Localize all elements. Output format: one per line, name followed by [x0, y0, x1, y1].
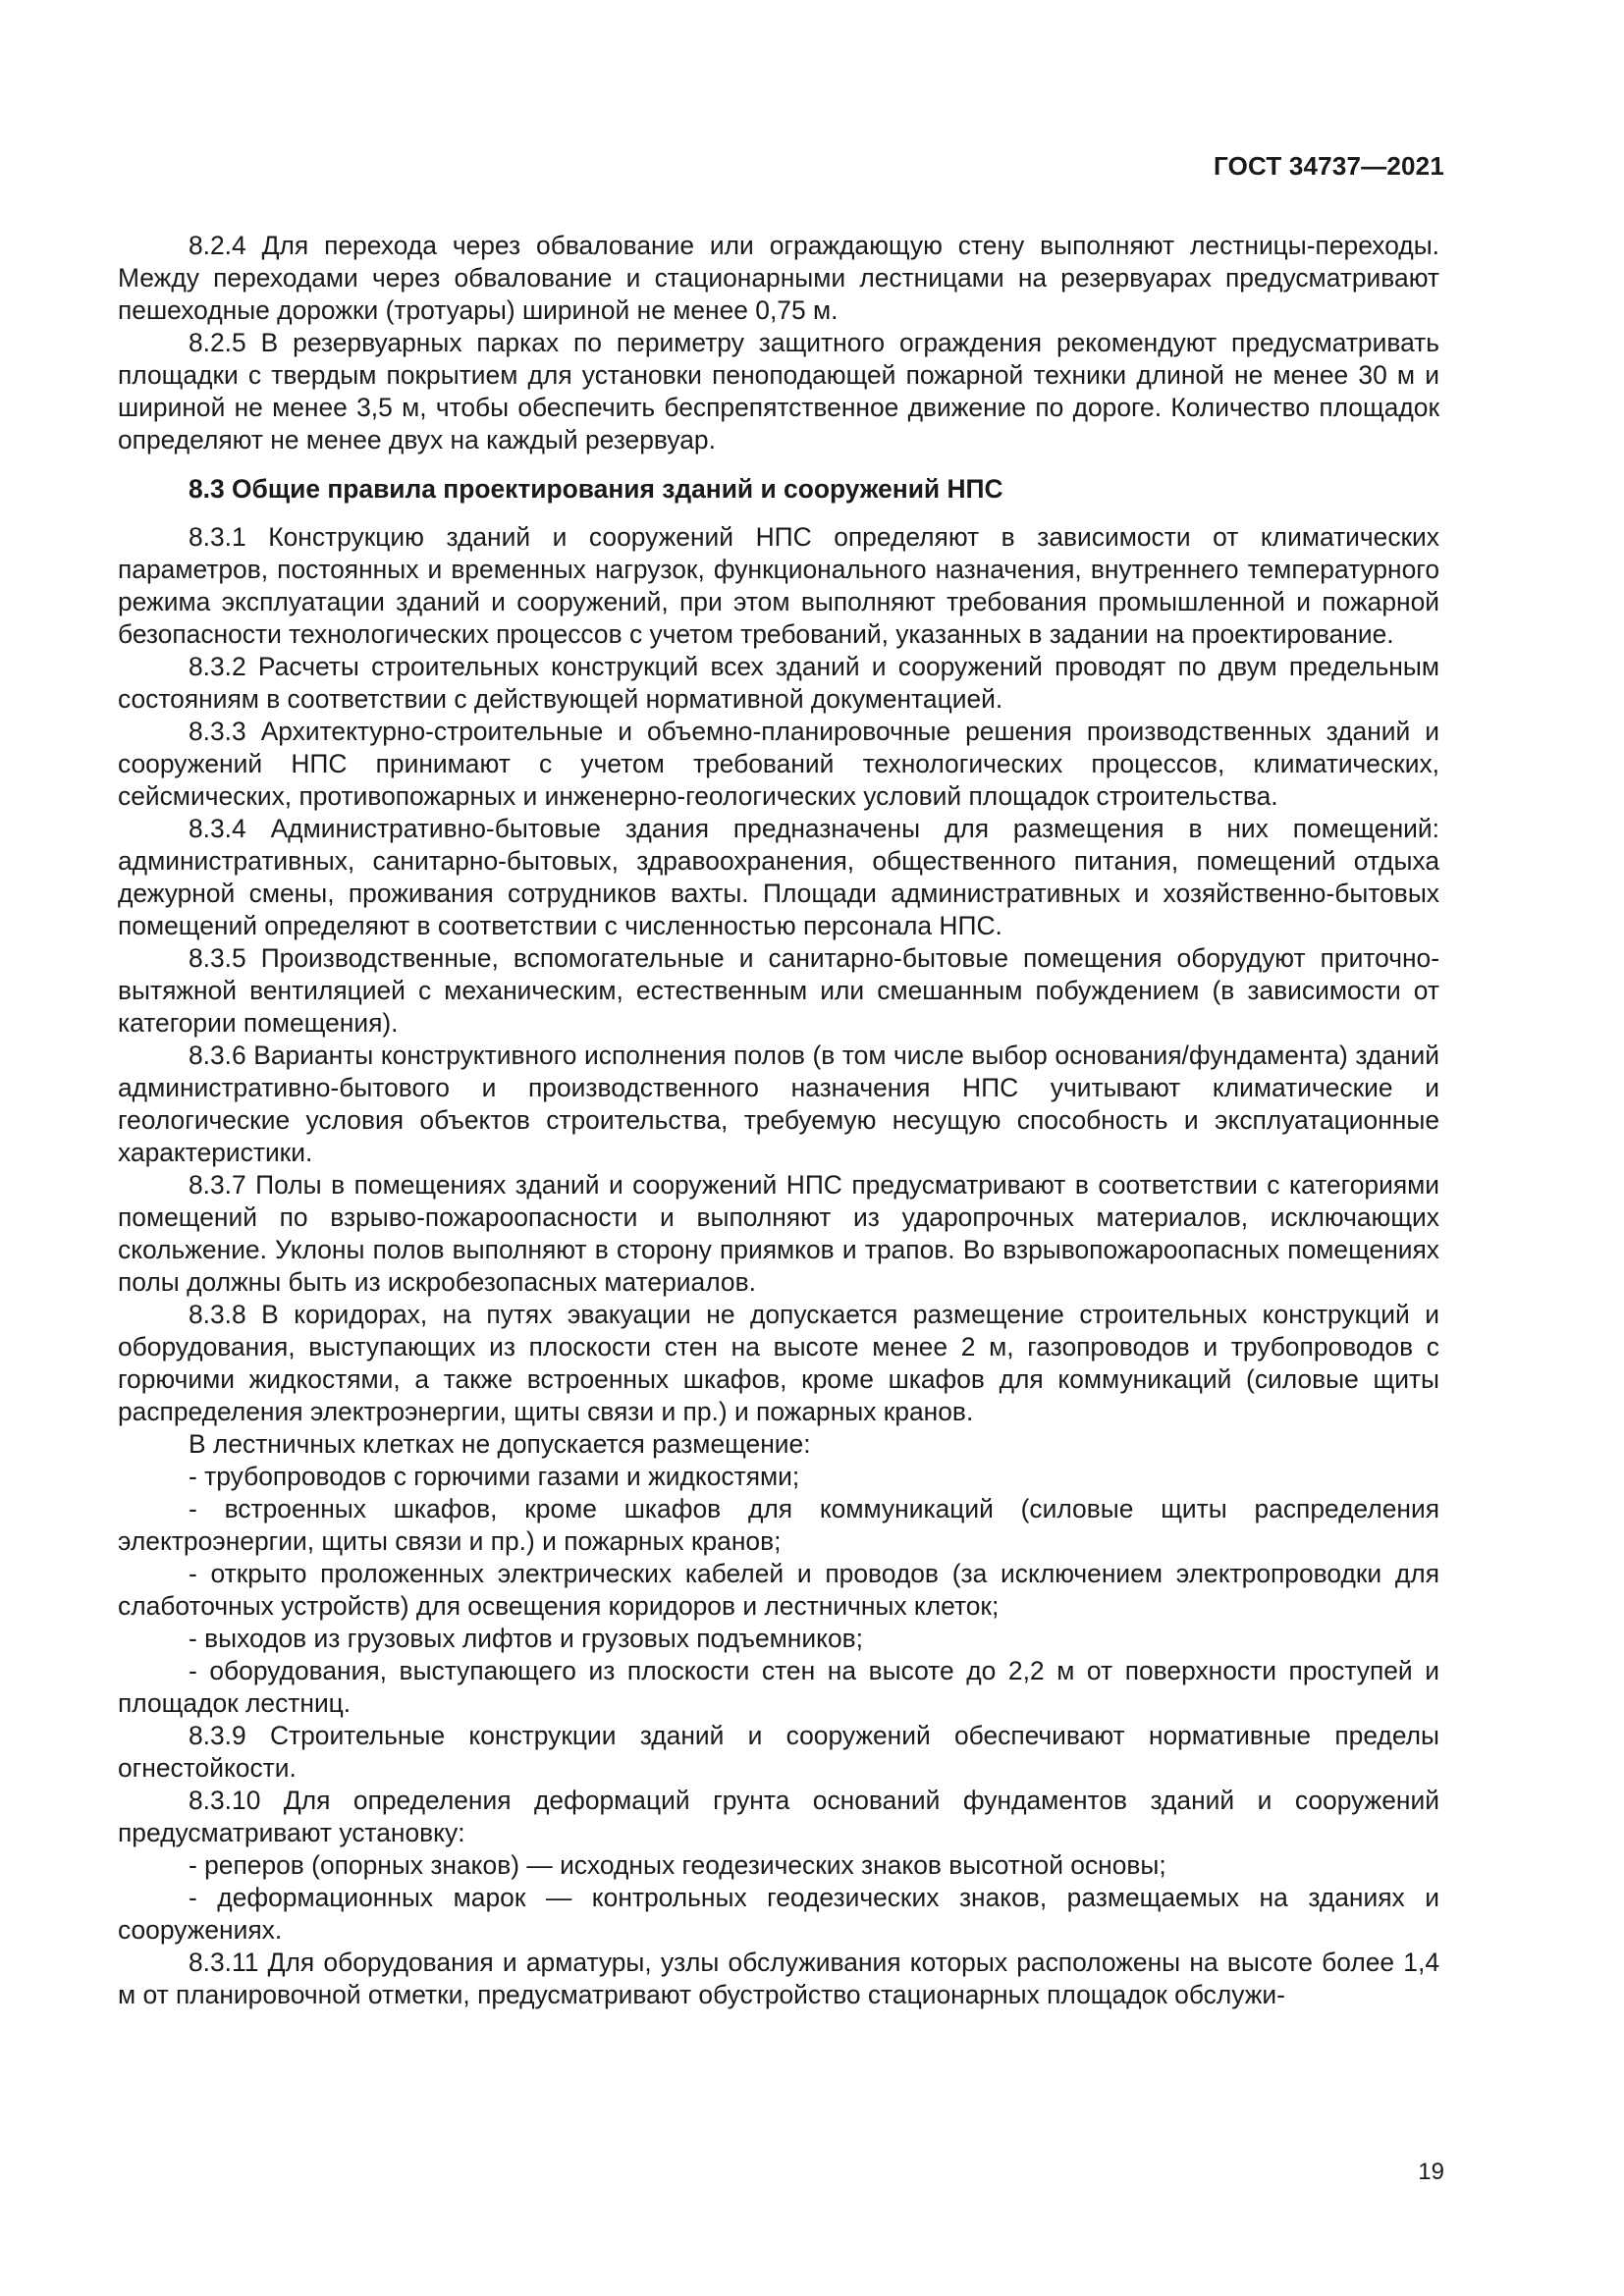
paragraph-8-3-8: 8.3.8 В коридорах, на путях эвакуации не допускается размещение строительных конструкций и оборудования, выступающих из плоскости стен на высоте менее 2 м, газопроводов и трубопроводов с горючими жидкостями, а также встроенных шкафов, кроме шкафов для коммуникаций (силовые щиты распределения электроэнергии, щиты связи и пр.) и пожарных кранов.	[118, 1300, 1439, 1426]
paragraph-8-3-2: 8.3.2 Расчеты строительных конструкций всех зданий и сооружений проводят по двум предельным состояниям в соответствии с действующей нормативной документацией.	[118, 652, 1439, 714]
list-item: - открыто проложенных электрических кабелей и проводов (за исключением электропроводки для слаботочных устройств) для освещения коридоров и лестничных клеток;	[118, 1559, 1439, 1621]
list-item: - деформационных марок — контрольных геодезических знаков, размещаемых на зданиях и сооружениях.	[118, 1883, 1439, 1945]
list-item: - встроенных шкафов, кроме шкафов для коммуникаций (силовые щиты распределения электроэнергии, щиты связи и пр.) и пожарных кранов;	[118, 1494, 1439, 1556]
list-item: - трубопроводов с горючими газами и жидкостями;	[189, 1462, 800, 1491]
document-code-header: ГОСТ 34737—2021	[1214, 151, 1444, 181]
section-heading-8-3: 8.3 Общие правила проектирования зданий и сооружений НПС	[189, 474, 1003, 504]
stairwell-intro: В лестничных клетках не допускается размещение:	[189, 1429, 811, 1459]
paragraph-8-3-9: 8.3.9 Строительные конструкции зданий и сооружений обеспечивают нормативные пределы огнестойкости.	[118, 1721, 1439, 1783]
paragraph-8-3-3: 8.3.3 Архитектурно-строительные и объемно-планировочные решения производственных зданий и сооружений НПС принимают с учетом требований технологических процессов, климатических, сейсмических, противопожарных и инженерно-геологических условий площадок строительства.	[118, 717, 1439, 811]
paragraph-8-3-7: 8.3.7 Полы в помещениях зданий и сооружений НПС предусматривают в соответствии с категориями помещений по взрыво-пожароопасности и выполняют из ударопрочных материалов, исключающих скольжение. Уклоны полов выполняют в сторону приямков и трапов. Во взрывопожароопасных помещениях полы должны быть из искробезопасных материалов.	[118, 1170, 1439, 1297]
paragraph-8-2-5: 8.2.5 В резервуарных парках по периметру защитного ограждения рекомендуют предусматривать площадки с твердым покрытием для установки пеноподающей пожарной техники длиной не менее 30 м и шириной не менее 3,5 м, чтобы обеспечить беспрепятственное движение по дороге. Количество площадок определяют не менее двух на каждый резервуар.	[118, 328, 1439, 454]
paragraph-8-3-1: 8.3.1 Конструкцию зданий и сооружений НПС определяют в зависимости от климатических параметров, постоянных и временных нагрузок, функционального назначения, внутреннего температурного режима эксплуатации зданий и сооружений, при этом выполняют требования промышленной и пожарной безопасности технологических процессов с учетом требований, указанных в задании на проектирование.	[118, 522, 1439, 649]
list-item: - выходов из грузовых лифтов и грузовых подъемников;	[189, 1624, 863, 1653]
document-body	[118, 230, 1439, 2011]
paragraph-8-3-11: 8.3.11 Для оборудования и арматуры, узлы обслуживания которых расположены на высоте более 1,4 м от планировочной отметки, предусматривают обустройство стационарных площадок обслужи-	[118, 1948, 1439, 2009]
paragraph-8-3-5: 8.3.5 Производственные, вспомогательные и санитарно-бытовые помещения оборудуют приточно-вытяжной вентиляцией с механическим, естественным или смешанным побуждением (в зависимости от категории помещения).	[118, 943, 1439, 1038]
paragraph-8-3-6: 8.3.6 Варианты конструктивного исполнения полов (в том числе выбор основания/фундамента) зданий административно-бытового и производственного назначения НПС учитывают климатические и геологические условия объектов строительства, требуемую несущую способность и эксплуатационные характеристики.	[118, 1041, 1439, 1167]
paragraph-8-2-4: 8.2.4 Для перехода через обвалование или ограждающую стену выполняют лестницы-переходы. Между переходами через обвалование и стационарными лестницами на резервуарах предусматривают пешеходные дорожки (тротуары) шириной не менее 0,75 м.	[118, 231, 1439, 325]
page-number: 19	[1418, 2159, 1444, 2185]
paragraph-8-3-10: 8.3.10 Для определения деформаций грунта оснований фундаментов зданий и сооружений предусматривают установку:	[118, 1786, 1439, 1847]
list-item: - оборудования, выступающего из плоскости стен на высоте до 2,2 м от поверхности проступей и площадок лестниц.	[118, 1656, 1439, 1718]
paragraph-8-3-4: 8.3.4 Административно-бытовые здания предназначены для размещения в них помещений: административных, санитарно-бытовых, здравоохранения, общественного питания, помещений отдыха дежурной смены, проживания сотрудников вахты. Площади административных и хозяйственно-бытовых помещений определяют в соответствии с численностью персонала НПС.	[118, 814, 1439, 940]
list-item: - реперов (опорных знаков) — исходных геодезических знаков высотной основы;	[189, 1850, 1166, 1880]
